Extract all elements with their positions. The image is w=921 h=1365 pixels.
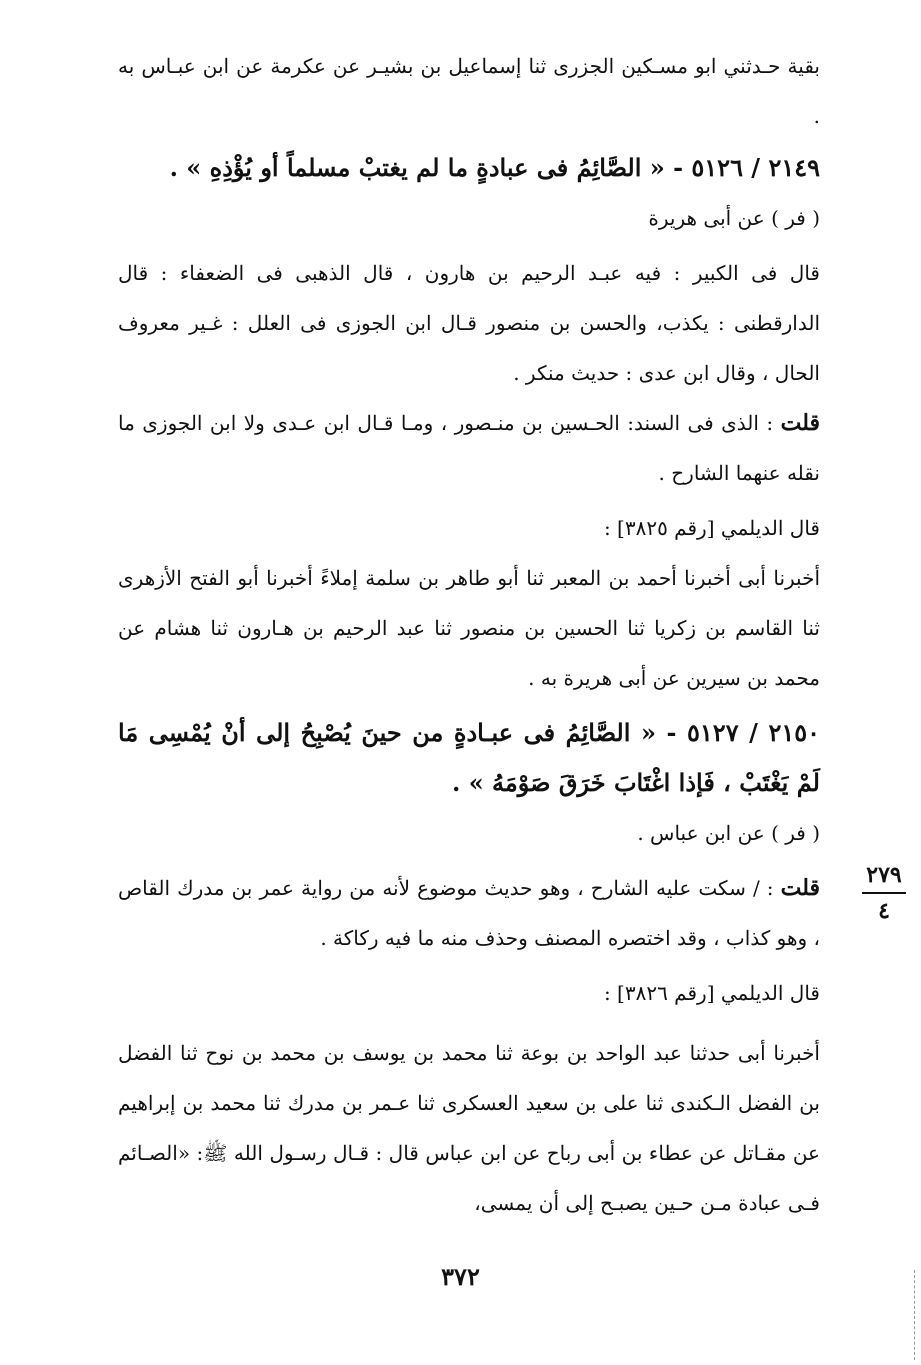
hadith-2149 bbox=[118, 143, 820, 193]
daylami-reference-1 bbox=[118, 503, 820, 553]
isnad-paragraph-1 bbox=[118, 553, 820, 703]
margin-volume-page-note bbox=[858, 862, 910, 924]
paragraph-text: قال فى الكبير : فيه عبـد الرحيم بن هارون ، قال الذهبى فى الضعفاء : قال الدارقطنى : يكذب، والحسن بن منصور قـال ابن الجوزى فى العلل : غـير معروف الحال ، وقال ابن عدى : حديث منكر . bbox=[118, 261, 820, 385]
hadith-text: ٢١٤٩ / ٥١٢٦ - « الصَّائِمُ فى عبادةٍ ما لم يغتبْ مسلماً أو يُؤْذِهِ » . bbox=[169, 153, 820, 182]
paragraph-text: بقية حـدثني ابو مسـكين الجزرى ثنا إسماعيل بن بشيـر عن عكرمة عن ابن عبـاس به . bbox=[118, 54, 820, 128]
qultu-label: قلت bbox=[780, 410, 820, 436]
hadith-2150 bbox=[118, 708, 820, 808]
source-text: ( فر ) عن ابن عباس . bbox=[637, 821, 820, 845]
paragraph-text: أخبرنا أبى حدثنا عبد الواحد بن بوعة ثنا محمد بن يوسف بن محمد بن نوح ثنا الفضل بن الفضل الـكندى ثنا على بن سعيد العسكرى ثنا عـمر بن مدرك ثنا محمد بن إبراهيم عن مقـاتل عن عطاء بن أبى رباح عن ابن عباس قال : قـال رسـول الله ﷺ: «الصـائم فـى عبادة مـن حـين يصبـح إلى أن يمسى، bbox=[118, 1041, 820, 1215]
margin-note-divider bbox=[862, 892, 906, 894]
qultu-note-2 bbox=[118, 863, 820, 963]
reference-text: قال الديلمي [رقم ٣٨٢٥] : bbox=[603, 516, 820, 540]
hadith-text: ٢١٥٠ / ٥١٢٧ - « الصَّائِمُ فى عبـادةٍ من حينَ يُصْبِحُ إلى أنْ يُمْسِى مَا لَمْ يَغْتَبْ ، فَإذا اغْتَابَ خَرَقَ صَوْمَهُ » . bbox=[118, 718, 820, 797]
isnad-paragraph-2 bbox=[118, 1028, 820, 1228]
qultu-label: قلت bbox=[780, 875, 820, 901]
qultu-note-1 bbox=[118, 398, 820, 498]
page-number: ٣٧٢ bbox=[441, 1262, 480, 1291]
margin-note-bottom: ٤ bbox=[878, 898, 890, 924]
paragraph-text: : الذى فى السند: الحـسين بن منـصور ، ومـا قـال ابن عـدى ولا ابن الجوزى ما نقله عنهما الشارح . bbox=[118, 411, 820, 485]
margin-note-top: ٢٧٩ bbox=[866, 862, 902, 888]
paragraph-text: : / سكت عليه الشارح ، وهو حديث موضوع لأنه من رواية عمر بن مدرك القاص ، وهو كذاب ، وقد اختصره المصنف وحذف منه ما فيه ركاكة . bbox=[118, 876, 820, 950]
hadith-2149-source bbox=[118, 193, 820, 243]
daylami-reference-2 bbox=[118, 968, 820, 1018]
hadith-2150-source bbox=[118, 808, 820, 858]
scan-edge-marks bbox=[914, 1270, 917, 1360]
paragraph-text: أخبرنا أبى أخبرنا أحمد بن المعبر ثنا أبو طاهر بن سلمة إملاءً أخبرنا أبو الفتح الأزهرى ثنا القاسم بن زكريا ثنا الحسين بن منصور ثنا عبد الرحيم بن هـارون ثنا هشام عن محمد بن سيرين عن أبى هريرة به . bbox=[118, 566, 820, 690]
reference-text: قال الديلمي [رقم ٣٨٢٦] : bbox=[603, 981, 820, 1005]
paragraph-isnad-continuation bbox=[118, 41, 820, 141]
source-text: ( فر ) عن أبى هريرة bbox=[648, 206, 820, 230]
commentary-kabir bbox=[118, 248, 820, 398]
